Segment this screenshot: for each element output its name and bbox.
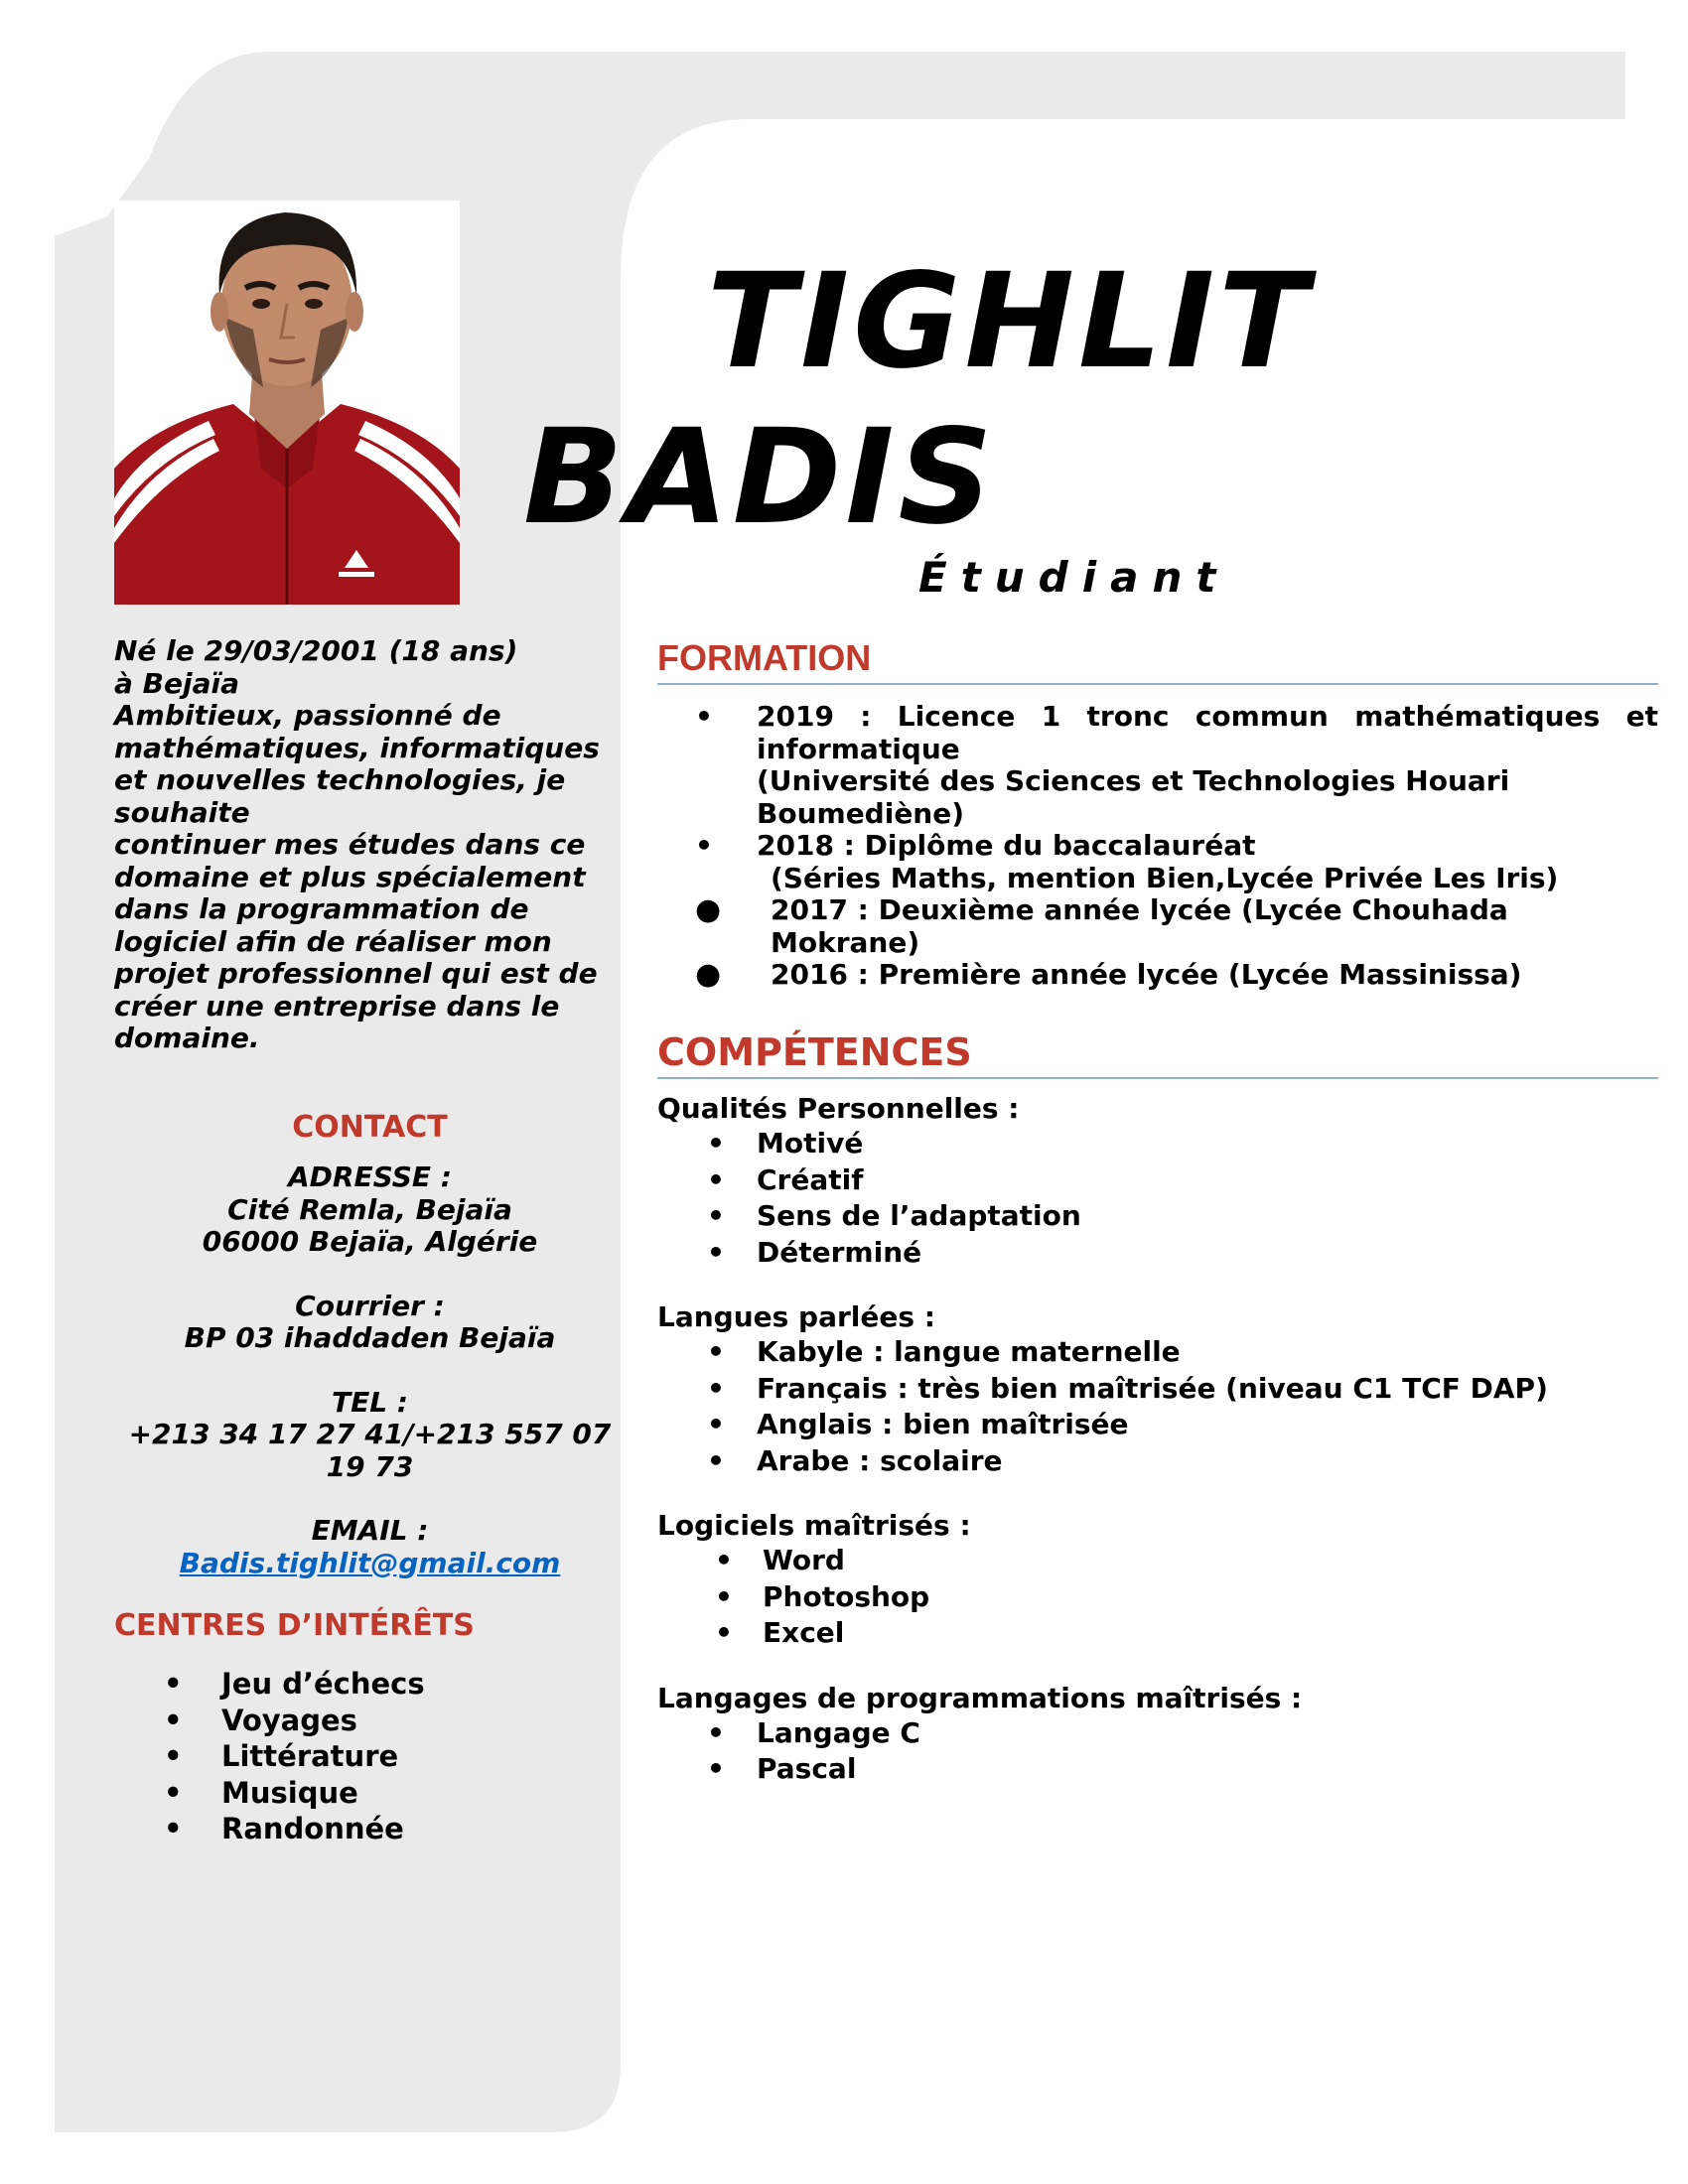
summary-line: dans la programmation de: [114, 892, 529, 925]
summary-line: mathématiques, informatiques: [114, 731, 600, 764]
list-item: • Créatif: [657, 1162, 1658, 1199]
summary-line: et nouvelles technologies, je: [114, 763, 566, 796]
list-item: • Pascal: [657, 1751, 1658, 1788]
summary-line: continuer mes études dans ce: [114, 828, 586, 861]
list-item: • Déterminé: [657, 1235, 1658, 1272]
competences-heading: COMPÉTENCES: [657, 1030, 972, 1074]
bullet-icon: •: [707, 1335, 725, 1368]
email-label: EMAIL :: [311, 1514, 429, 1547]
bullet-icon: •: [164, 1775, 183, 1810]
job-title: Étudiant: [918, 553, 1230, 602]
birth-place: à Bejaïa: [114, 666, 239, 700]
list-item: ● 2017 : Deuxième année lycée (Lycée Chouhada Mokrane): [695, 892, 1508, 959]
formation-heading: FORMATION: [657, 637, 872, 678]
languages-group: [657, 1300, 1658, 1479]
bullet-icon: •: [695, 829, 713, 862]
bullet-icon: •: [164, 1703, 183, 1737]
bullet-icon: •: [707, 1162, 725, 1196]
qualities-group: [657, 1092, 1658, 1271]
interests-list: [164, 1666, 425, 1847]
bullet-icon: •: [715, 1579, 733, 1613]
bullet-icon: •: [695, 700, 713, 733]
competences-block: [657, 1092, 1658, 1818]
list-item: ● 2016 : Première année lycée (Lycée Massinissa): [695, 957, 1522, 992]
bullet-icon: •: [707, 1715, 725, 1749]
bullet-icon: •: [707, 1408, 725, 1440]
list-item: • Motivé: [657, 1126, 1658, 1162]
mail-value: BP 03 ihaddaden Bejaïa: [184, 1321, 556, 1354]
group-label: Logiciels maîtrisés :: [657, 1509, 971, 1542]
bullet-icon: •: [715, 1544, 733, 1576]
group-label: Qualités Personnelles :: [657, 1092, 1020, 1125]
list-item: • Jeu d’échecs: [164, 1667, 425, 1701]
list-item: • Word: [657, 1543, 1658, 1579]
bullet-icon: •: [707, 1371, 725, 1405]
list-item: • Musique: [164, 1775, 358, 1810]
summary-line: projet professionnel qui est de: [114, 957, 598, 990]
list-item: • Littérature: [164, 1739, 399, 1773]
list-item: • Voyages: [164, 1703, 357, 1737]
software-group: [657, 1509, 1658, 1652]
list-item: • Anglais : bien maîtrisée: [657, 1407, 1658, 1443]
profile-photo: [114, 201, 460, 605]
interests-heading: CENTRES D’INTÉRÊTS: [114, 1608, 475, 1643]
bullet-icon: •: [164, 1667, 183, 1701]
summary-line: souhaite: [114, 795, 250, 829]
group-label: Langages de programmations maîtrisés :: [657, 1681, 1303, 1714]
summary-line: Ambitieux, passionné de: [114, 699, 501, 732]
birth-date: Né le 29/03/2001 (18 ans): [114, 634, 518, 667]
address-label: ADRESSE :: [287, 1160, 452, 1193]
bullet-icon: •: [707, 1199, 725, 1232]
tel-value: +213 34 17 27 41/+213 557 07: [128, 1418, 612, 1450]
bullet-icon: ●: [695, 892, 722, 927]
email-link[interactable]: Badis.tighlit@gmail.com: [179, 1546, 561, 1579]
list-item: • Langage C: [657, 1715, 1658, 1752]
tel-label: TEL :: [331, 1385, 408, 1419]
tel-value: 19 73: [326, 1449, 414, 1483]
section-divider: [657, 1077, 1658, 1079]
list-item: • Arabe : scolaire: [657, 1443, 1658, 1480]
list-item: • Randonnée: [164, 1812, 404, 1845]
group-label: Langues parlées :: [657, 1300, 935, 1333]
formation-list: [695, 701, 1658, 992]
bullet-icon: •: [715, 1616, 733, 1649]
bullet-icon: •: [164, 1739, 183, 1773]
programming-group: [657, 1682, 1658, 1788]
mail-label: Courrier :: [295, 1289, 445, 1322]
contact-heading: CONTACT: [292, 1110, 448, 1145]
summary-line: domaine et plus spécialement: [114, 860, 586, 893]
first-name: TIGHLIT: [707, 245, 1313, 398]
list-item: • Kabyle : langue maternelle: [657, 1334, 1658, 1371]
bullet-icon: •: [707, 1235, 725, 1269]
list-item: • Photoshop: [657, 1579, 1658, 1616]
summary-line: domaine.: [114, 1022, 260, 1054]
list-item: • Excel: [657, 1615, 1658, 1652]
last-name: BADIS: [523, 401, 997, 554]
list-item: • 2018 : Diplôme du baccalauréat (Séries Maths, mention Bien,Lycée Privée Les Iris): [695, 829, 1559, 894]
contact-block: [114, 1161, 626, 1579]
bullet-icon: •: [707, 1443, 725, 1477]
bullet-icon: •: [707, 1752, 725, 1785]
bullet-icon: •: [707, 1127, 725, 1160]
bullet-icon: •: [164, 1812, 183, 1845]
summary-line: créer une entreprise dans le: [114, 989, 560, 1023]
address-line: Cité Remla, Bejaïa: [227, 1192, 512, 1226]
bullet-icon: ●: [695, 957, 722, 992]
list-item: • 2019 : Licence 1 tronc commun mathématiques et informatique (Université des Sciences et Technologies Houari Boumediène): [695, 700, 1658, 830]
profile-summary: [114, 635, 611, 1055]
address-line: 06000 Bejaïa, Algérie: [202, 1225, 538, 1258]
list-item: • Sens de l’adaptation: [657, 1198, 1658, 1235]
summary-line: logiciel afin de réaliser mon: [114, 924, 552, 958]
list-item: • Français : très bien maîtrisée (niveau C1 TCF DAP): [657, 1371, 1658, 1408]
section-divider: [657, 683, 1658, 685]
